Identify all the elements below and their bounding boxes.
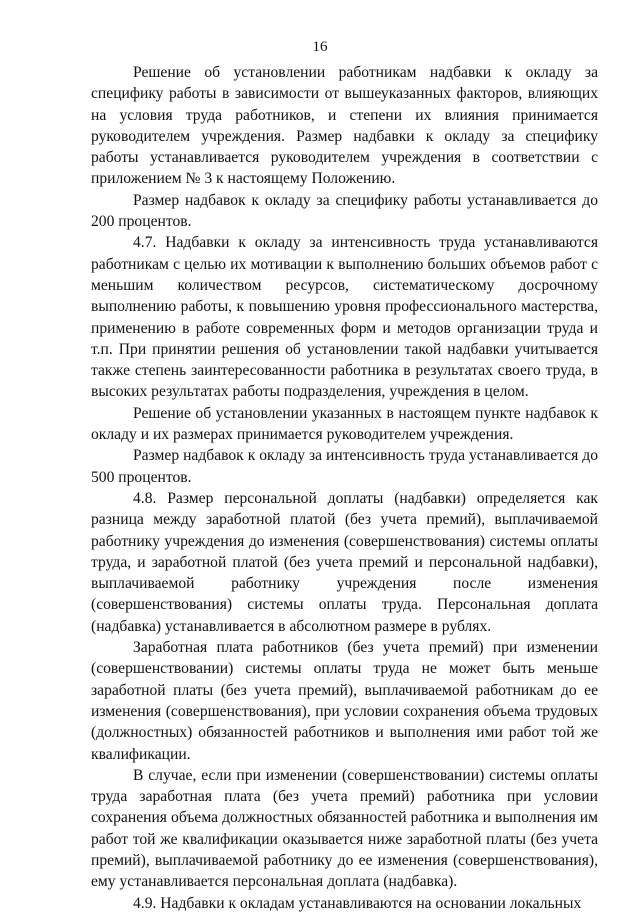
paragraph-section-4-8: 4.8. Размер персональной доплаты (надбавки) определяется как разница между заработной платой (без учета премий), выплачиваемой работнику учреждения до изменения (совершенствования) системы оплаты труда, и заработной платой (без учета премий и персональной надбавки), выплачиваемой работнику учреждения после изменения (совершенствования) системы оплаты труда. Персональная доплата (надбавка) устанавливается в абсолютном размере в рублях.	[91, 489, 598, 635]
paragraph-personal-allowance-case: В случае, если при изменении (совершенствовании) системы оплаты труда заработная плата (без учета премий) работника при условии сохранения объема должностных обязанностей работника и выполнения им работ той же квалификации оказывается ниже заработной платы (без учета премий), выплачиваемой работнику до ее изменения (совершенствования), ему устанавливается персональная доплата (надбавка).	[91, 766, 598, 891]
paragraph-intensity-limit: Размер надбавок к окладу за интенсивность труда устанавливается до 500 процентов.	[91, 447, 598, 486]
paragraph-specificity-decision: Решение об установлении работникам надбавки к окладу за специфику работы в зависимости от вышеуказанных факторов, влияющих на условия труда работников, и степени их влияния принимается руководителем учреждения. Размер надбавки к окладу за специфику работы устанавливается руководителем учреждения в соответствии с приложением № 3 к настоящему Положению.	[91, 64, 598, 188]
paragraph-salary-not-lower: Заработная плата работников (без учета премий) при изменении (совершенствовании) системы оплаты труда не может быть меньше заработной платы (без учета премий), выплачиваемой работникам до ее изменения (совершенствования), при условии сохранения объема трудовых (должностных) обязанностей работников и выполнения ими работ той же квалификации.	[91, 639, 598, 763]
paragraph-section-4-9: 4.9. Надбавки к окладам устанавливаются на основании локальных	[133, 894, 582, 912]
paragraph-section-4-7: 4.7. Надбавки к окладу за интенсивность труда устанавливаются работникам с целью их мотивации к выполнению больших объемов работ с меньшим количеством ресурсов, систематическому досрочному выполнению работы, к повышению уровня профессионального мастерства, применению в работе современных форм и методов организации труда и т.п. При принятии решения об установлении такой надбавки учитывается также степень заинтересованности работника в результатах своего труда, в высоких результатах работы подразделения, учреждения в целом.	[91, 234, 598, 401]
paragraph-specificity-limit: Размер надбавок к окладу за специфику работы устанавливается до 200 процентов.	[91, 191, 598, 231]
document-body	[91, 62, 598, 914]
page-number: 16	[312, 39, 328, 55]
paragraph-intensity-decision: Решение об установлении указанных в настоящем пункте надбавок к окладу и их размерах принимается руководителем учреждения.	[91, 404, 598, 444]
